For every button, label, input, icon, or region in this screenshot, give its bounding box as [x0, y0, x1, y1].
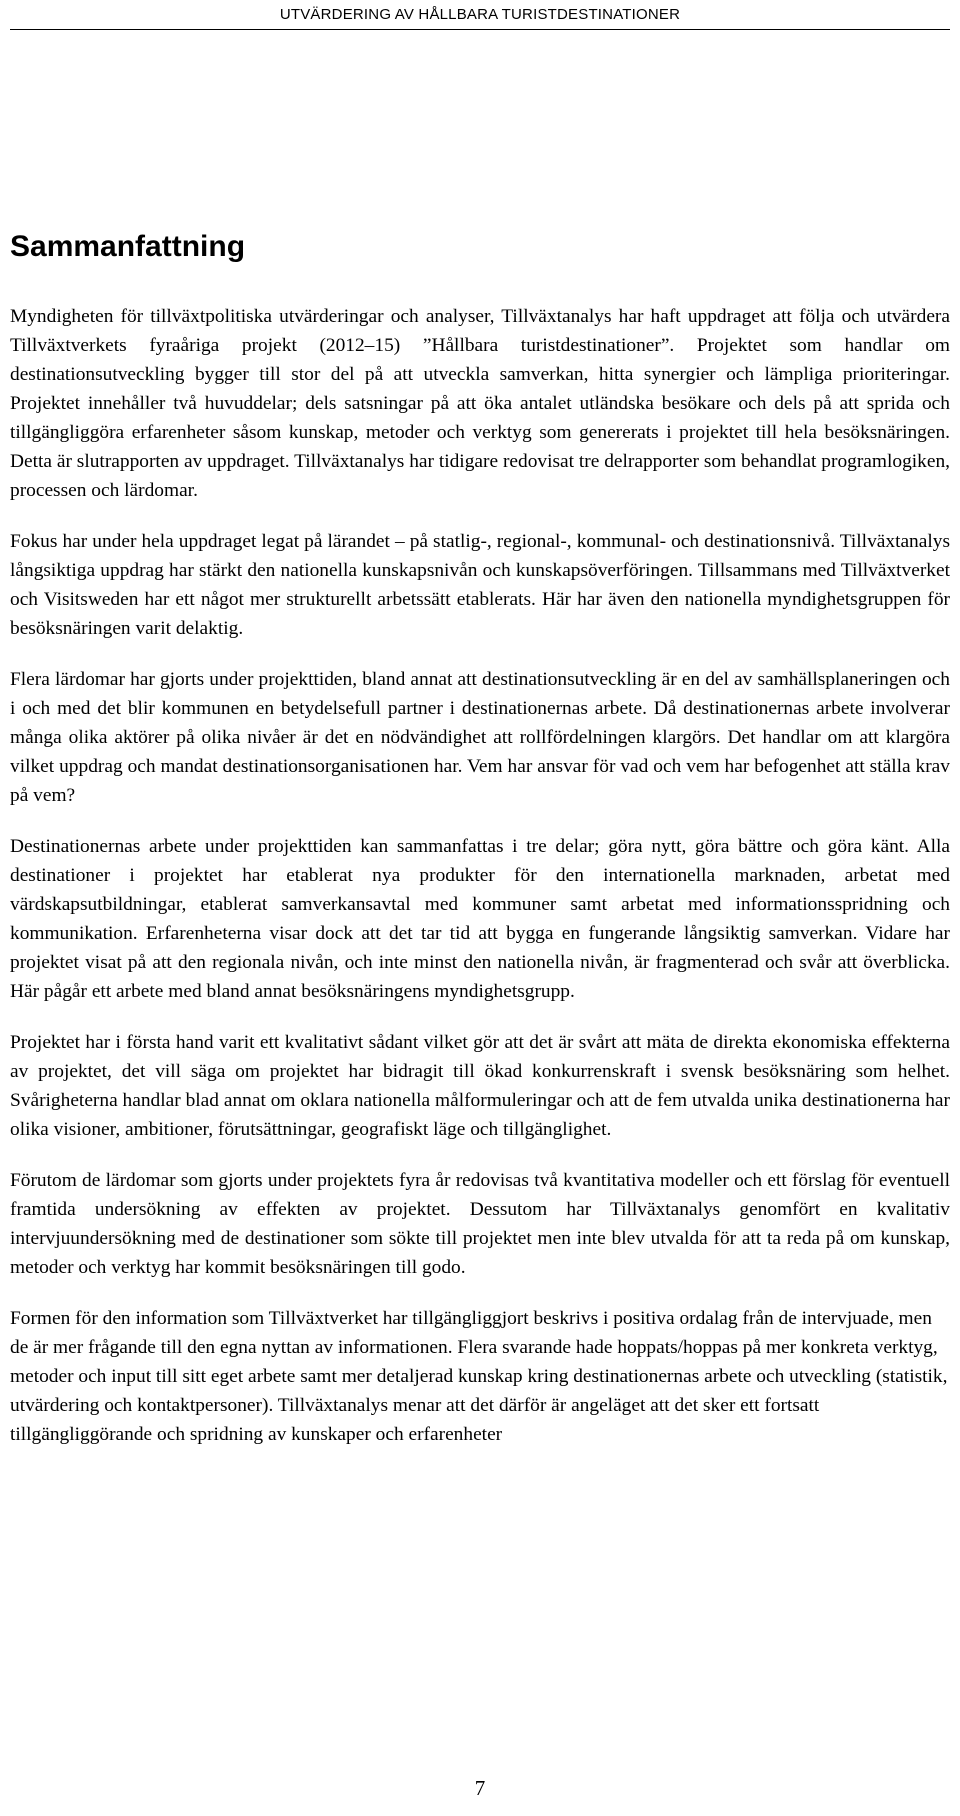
paragraph: Fokus har under hela uppdraget legat på lärandet – på statlig-, regional-, kommunal- och destinationsnivå. Tillväxtanalys långsiktiga uppdrag har stärkt den nationella kunskapsnivån och kunskapsöverföringen. Tillsammans med Tillväxtverket och Visitsweden har ett något mer strukturellt arbetssätt etablerats. Här har även den nationella myndighetsgruppen för besöksnäringen varit delaktig. — [10, 531, 950, 639]
paragraph: Förutom de lärdomar som gjorts under projektets fyra år redovisas två kvantitativa modeller och ett förslag för eventuell framtida undersökning av effekten av projektet. Dessutom har Tillväxtanalys genomfört en kvalitativ intervjuundersökning med de destinationer som sökte till projektet men inte blev utvalda för att ta reda på om kunskap, metoder och verktyg har kommit besöksnäringen till godo. — [10, 1170, 950, 1278]
paragraph: Destinationernas arbete under projekttiden kan sammanfattas i tre delar; göra nytt, göra bättre och göra känt. Alla destinationer i projektet har etablerat nya produkter för den internationella marknaden, arbetat med värdskapsutbildningar, etablerat samverkansavtal med kommuner samt arbetat med informationsspridning och kommunikation. Erfarenheterna visar dock att det tar tid att bygga en fungerande långsiktig samverkan. Vidare har projektet visat på att den regionala nivån, och inte minst den nationella nivån, är fragmenterad och svår att överblicka. Här pågår ett arbete med bland annat besöksnäringens myndighetsgrupp. — [10, 836, 950, 1002]
section-title: Sammanfattning — [10, 230, 246, 263]
running-header: UTVÄRDERING AV HÅLLBARA TURISTDESTINATIONER — [279, 6, 681, 23]
paragraph: Flera lärdomar har gjorts under projekttiden, bland annat att destinationsutveckling är en del av samhällsplaneringen och i och med det blir kommunen en betydelsefull partner i destinationernas arbete. Då destinationernas arbete involverar många olika aktörer på olika nivåer är det en nödvändighet att rollfördelningen klargörs. Det handlar om att klargöra vilket uppdrag och mandat destinationsorganisationen har. Vem har ansvar för vad och vem har befogenhet att ställa krav på vem? — [10, 669, 950, 806]
header-divider — [10, 29, 950, 30]
body-text — [10, 302, 950, 1471]
paragraph: Projektet har i första hand varit ett kvalitativt sådant vilket gör att det är svårt att mäta de direkta ekonomiska effekterna av projektet, det vill säga om projektet har bidragit till ökad konkurrenskraft i svensk besöksnäring som helhet. Svårigheterna handlar blad annat om oklara nationella målformuleringar och att de fem utvalda unika destinationerna har olika visioner, ambitioner, förutsättningar, geografiskt läge och tillgänglighet. — [10, 1032, 950, 1140]
paragraph: Myndigheten för tillväxtpolitiska utvärderingar och analyser, Tillväxtanalys har haft uppdraget att följa och utvärdera Tillväxtverkets fyraåriga projekt (2012–15) ”Hållbara turistdestinationer”. Projektet som handlar om destinationsutveckling bygger till stor del på att utveckla samverkan, hitta synergier och lämpliga prioriteringar. Projektet innehåller två huvuddelar; dels satsningar på att öka antalet utländska besökare och dels på att sprida och tillgängliggöra erfarenheter såsom kunskap, metoder och verktyg som genererats i projektet till hela besöksnäringen. Detta är slutrapporten av uppdraget. Tillväxtanalys har tidigare redovisat tre delrapporter som behandlat programlogiken, processen och lärdomar. — [10, 306, 950, 501]
page-number: 7 — [474, 1776, 486, 1800]
paragraph: Formen för den information som Tillväxtverket har tillgängliggjort beskrivs i positiva ordalag från de intervjuade, men de är mer frågande till den egna nyttan av informationen. Flera svarande hade hoppats/hoppas på mer konkreta verktyg, metoder och input till sitt eget arbete samt mer detaljerad kunskap kring destinationernas arbete och utveckling (statistik, utvärdering och kontaktpersoner). Tillväxtanalys menar att det därför är angeläget att det sker ett fortsatt tillgängliggörande och spridning av kunskaper och erfarenheter — [10, 1308, 948, 1445]
